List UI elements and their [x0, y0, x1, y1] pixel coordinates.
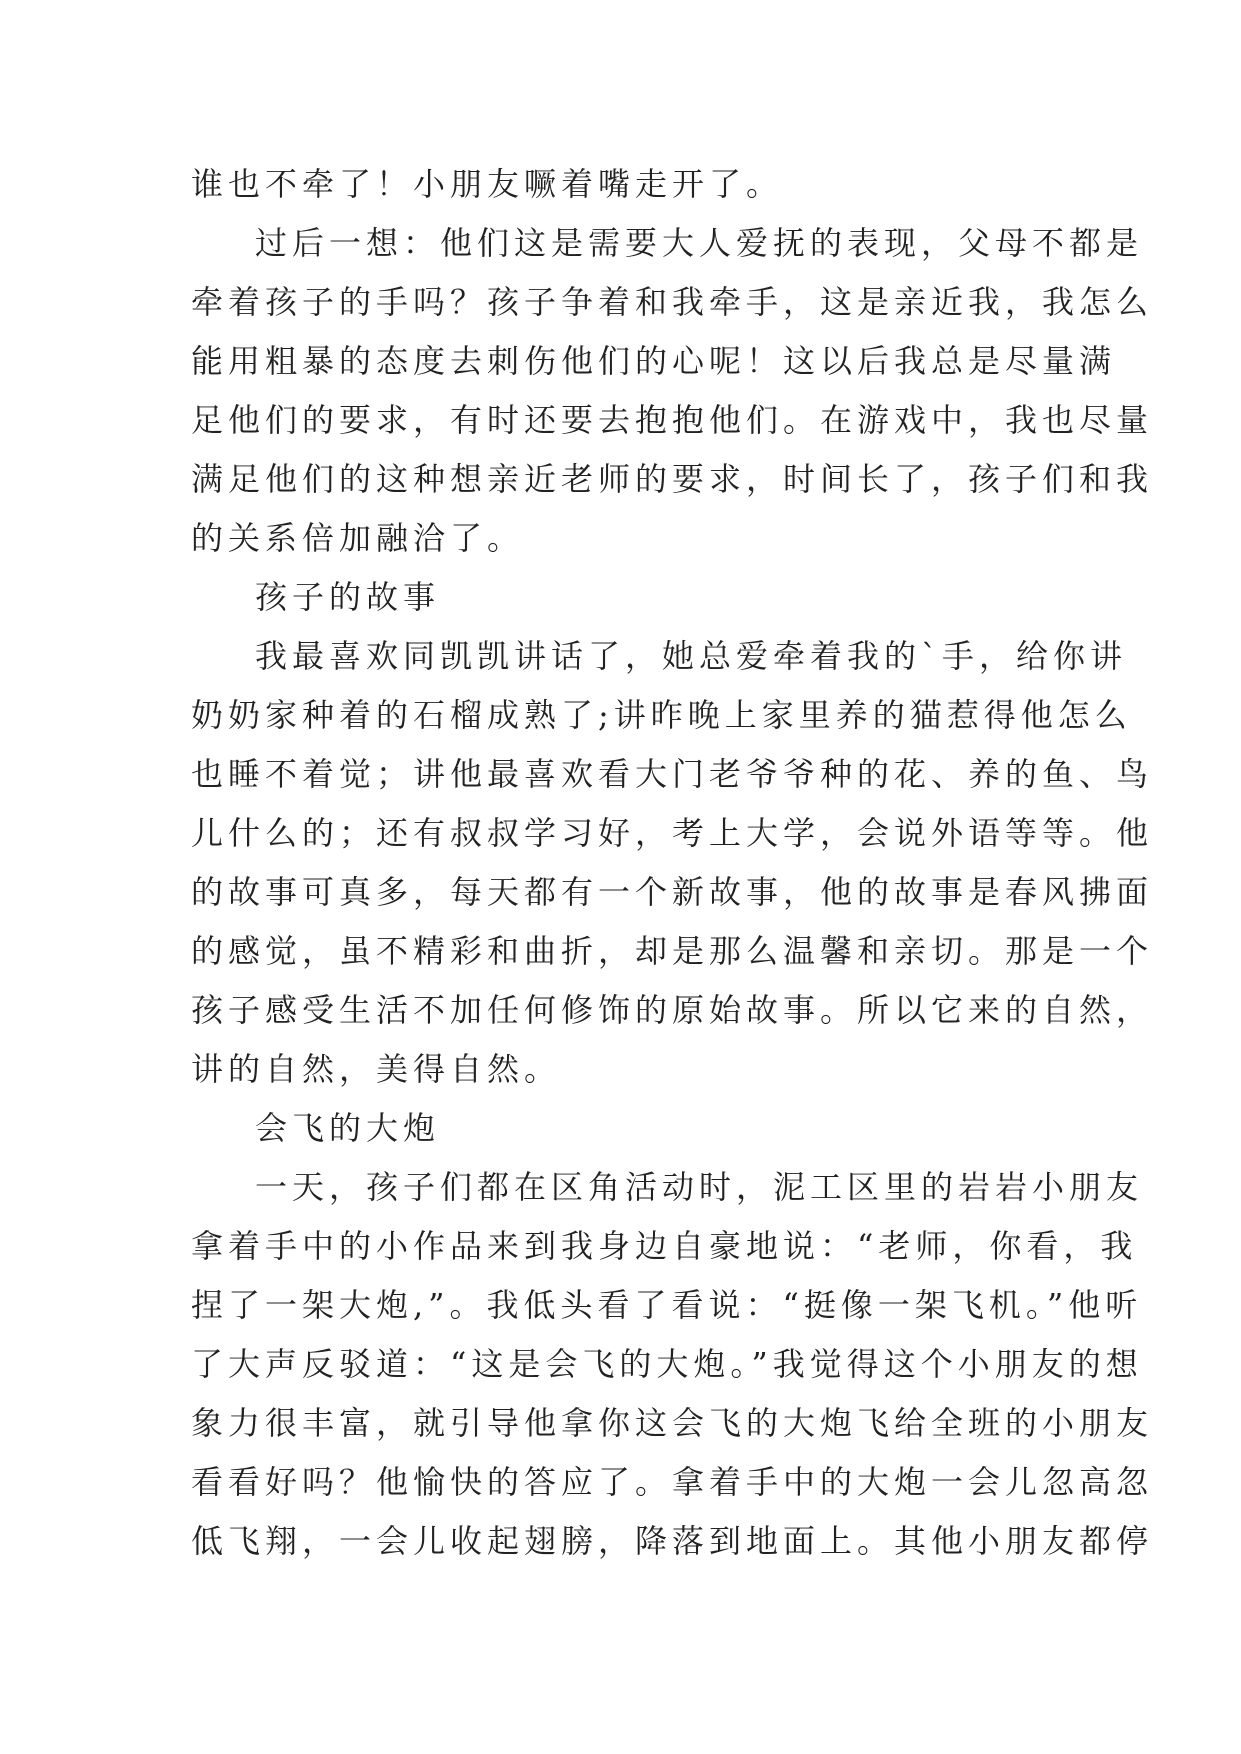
text-line: 牵着孩子的手吗？孩子争着和我牵手，这是亲近我，我怎么 — [191, 283, 1154, 321]
text-line: 能用粗暴的态度去刺伤他们的心呢！这以后我总是尽量满 — [191, 342, 1117, 380]
text-line: 奶奶家种着的石榴成熟了;讲昨晚上家里养的猫惹得他怎么 — [191, 696, 1132, 734]
text-line: 孩子感受生活不加任何修饰的原始故事。所以它来的自然， — [191, 991, 1154, 1029]
text-line: 满足他们的这种想亲近老师的要求，时间长了，孩子们和我 — [191, 460, 1154, 498]
text-line: 谁也不牵了！小朋友噘着嘴走开了。 — [191, 165, 784, 203]
document-page — [191, 155, 1154, 1571]
text-line: 我最喜欢同凯凯讲话了，她总爱牵着我的`手，给你讲 — [255, 637, 1128, 675]
text-line: 象力很丰富，就引导他拿你这会飞的大炮飞给全班的小朋友 — [191, 1404, 1154, 1442]
text-line: 的感觉，虽不精彩和曲折，却是那么温馨和亲切。那是一个 — [191, 932, 1154, 970]
text-line: 拿着手中的小作品来到我身边自豪地说：“老师，你看，我 — [191, 1227, 1138, 1265]
text-line: 的故事可真多，每天都有一个新故事，他的故事是春风拂面 — [191, 873, 1154, 911]
text-line: 捏了一架大炮,”。我低头看了看说：“挺像一架飞机。”他听 — [191, 1286, 1143, 1324]
text-line: 足他们的要求，有时还要去抱抱他们。在游戏中，我也尽量 — [191, 401, 1154, 439]
text-line: 了大声反驳道：“这是会飞的大炮。”我觉得这个小朋友的想 — [191, 1345, 1143, 1383]
text-line: 也睡不着觉；讲他最喜欢看大门老爷爷种的花、养的鱼、鸟 — [191, 755, 1154, 793]
text-line: 儿什么的；还有叔叔学习好，考上大学，会说外语等等。他 — [191, 814, 1154, 852]
text-line: 看看好吗？他愉快的答应了。拿着手中的大炮一会儿忽高忽 — [191, 1463, 1154, 1501]
section-heading: 会飞的大炮 — [255, 1109, 441, 1147]
section-heading: 孩子的故事 — [255, 578, 441, 616]
text-line: 过后一想：他们这是需要大人爱抚的表现，父母不都是 — [255, 224, 1144, 262]
text-line: 低飞翔，一会儿收起翅膀，降落到地面上。其他小朋友都停 — [191, 1522, 1154, 1560]
text-line: 讲的自然，美得自然。 — [191, 1050, 562, 1088]
text-line: 一天，孩子们都在区角活动时，泥工区里的岩岩小朋友 — [255, 1168, 1144, 1206]
text-line: 的关系倍加融洽了。 — [191, 519, 525, 557]
